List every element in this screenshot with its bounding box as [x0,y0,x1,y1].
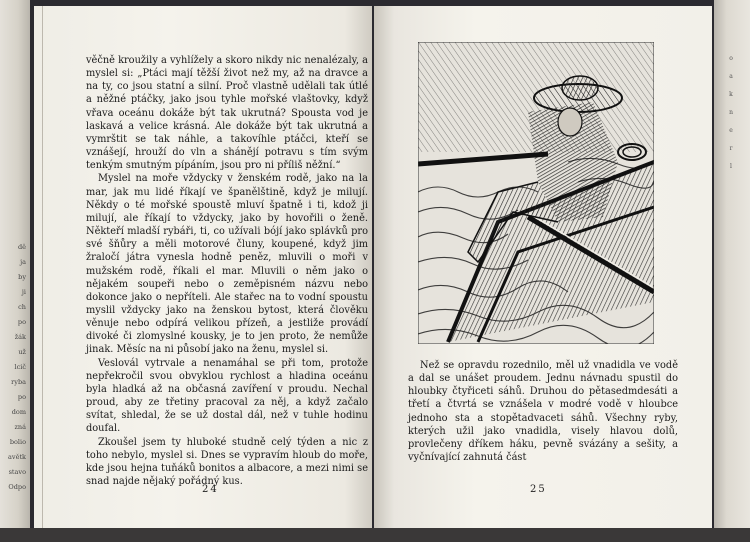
paragraph: Veslovál vytrvale a nenamáhal se při tom, protože nepřekročil svou obvyklou rychlost a hladina oceánu byla hladká až na občasná zavíření v proudu. Nechal proud, aby ze třetiny pracoval za něj, a když začalo svítat, shledal, že se už dostal dál, než v tuhle hodinu doufal. [86,357,368,435]
edge-word: ryba [11,378,26,386]
page-number-right: 25 [530,484,547,495]
page-number-left: 24 [202,484,219,495]
previous-page-edge-text [0,240,26,495]
woodcut-illustration [418,42,654,344]
edge-mark: o [729,55,733,62]
edge-word: dom [11,408,26,416]
edge-word: lcič [14,363,26,371]
right-page-text [408,359,678,464]
edge-word: avětk [8,453,26,461]
table-surface [0,528,750,542]
edge-word: Odpo [8,483,26,491]
left-page [34,6,372,528]
left-page-text [86,54,368,488]
page-stack-edge [36,6,43,528]
edge-word: zná [14,423,26,431]
edge-word: už [18,348,26,356]
edge-word: ja [20,258,26,266]
edge-word: stavo [8,468,26,476]
edge-mark: r [729,145,733,152]
paragraph: Myslel na moře vždycky v ženském rodě, jako na la mar, jak mu lidé říkají ve španělštině, když je milují. Někdy o té mořské spoustě mluví špatně i ti, kdož ji milují, ale říkají to vždycky, jako by hovořili o ženě. Někteří mladší rybáři, ti, co užívali bójí jako splávků pro své šňůry a měli motorové čluny, koupené, když jim žraločí játra vynesla hodně peněz, mluvili o moři v mužském rodě, říkali el mar. Mluvili o něm jako o nějakém soupeři nebo o zeměpisném názvu nebo dokonce jako o nepříteli. Ale stařec na to vodní spoustu myslil vždycky jako na ženskou bytost, která člověku věnuje nebo odpírá velikou přízeň, a jestliže provádí divoké či zlomyslné kousky, je to jen proto, že nemůže jinak. Měsíc na ni působí jako na ženu, myslel si. [86,173,368,356]
paragraph: věčně kroužily a vyhlížely a skoro nikdy nic nenalézaly, a myslel si: „Ptáci mají těžší život než my, až na dravce a na ty, co jsou statní a silní. Proč vlastně udělali tak útlé a něžné ptáčky, jako jsou tyhle mořské vlaštovky, když vřava oceánu dokáže být tak ukrutná? Spousta vod je laskavá a velice krásná. Ale dokáže být tak ukrutná a vymrštit se tak náhle, a takovíhle ptáčci, kteří se vznášejí, hrouží do vln a shánějí potravu s tím svým tenkým smutným pípáním, jsou pro ni příliš něžní.“ [86,55,368,172]
edge-word: žák [14,333,26,341]
edge-word: dě [17,243,26,251]
old-man-rowing-illustration [418,42,654,344]
edge-mark: e [729,127,733,134]
edge-mark: k [729,91,733,98]
edge-word: bolio [9,438,26,446]
edge-mark: n [729,109,733,116]
edge-mark: a [729,73,733,80]
edge-word: ji [21,288,26,296]
edge-word: po [17,393,26,401]
paragraph: Zkoušel jsem ty hluboké studně celý týden a nic z toho nebylo, myslel si. Dnes se vypravím hloub do moře, kde jsou hejna tuňáků bonitos a albacore, a mezi nimi se snad najde nějaký pořádný kus. [86,436,368,487]
edge-mark: l [730,163,732,170]
edge-word: ch [18,303,26,311]
edge-word: po [17,318,26,326]
edge-word: by [18,273,26,281]
next-page-edge-text [716,50,746,176]
paragraph: Než se opravdu rozednilo, měl už vnadidla ve vodě a dal se unášet proudem. Jednu návnadu spustil do hloubky čtyřiceti sáhů. Druhou do pětasedmdesáti a třetí a čtvrtá se vznášela v modré vodě v hloubce jednoho sta a stopětadvaceti sáhů. Všechny ryby, kterých užil jako vnadidla, visely hlavou dolů, provlečeny dříkem háku, pevně svázány a sešity, a vyčnívající zahnutá část [408,360,678,464]
